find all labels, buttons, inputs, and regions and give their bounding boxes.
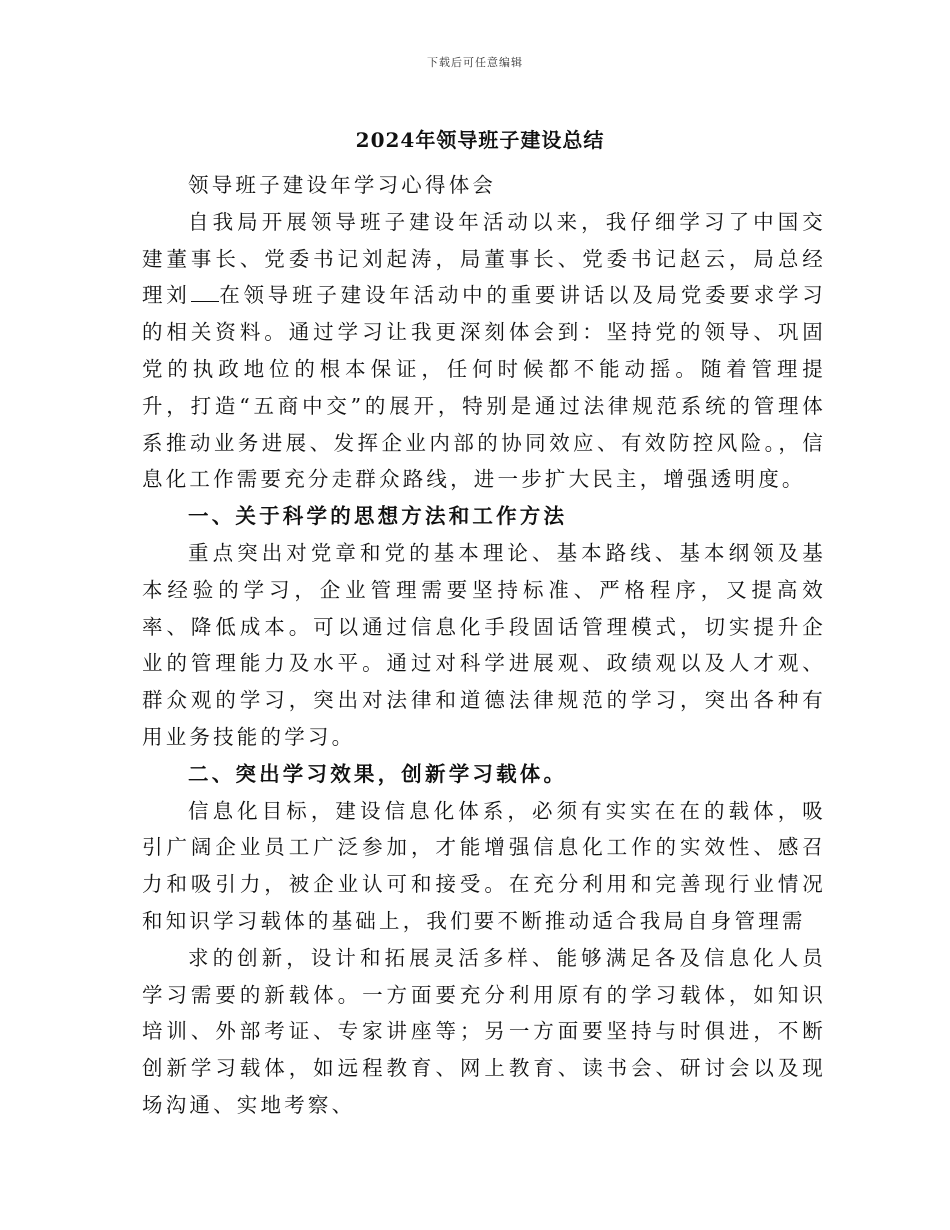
paragraph-intro-part1: 自我局开展领导班子建设年活动以来，我仔细学习了中国交建董事长、党委书记刘起涛，局董事长、党委书记赵云，局总经理刘 — [142, 209, 826, 308]
paragraph-intro-part2: 在领导班子建设年活动中的重要讲话以及局党委要求学习的相关资料。通过学习让我更深刻体会到：坚持党的领导、巩固党的执政地位的根本保证，任何时候都不能动摇。随着管理提升，打造“五商中交”的展开，特别是通过法律规范系统的管理体系推动业务进展、发挥企业内部的协同效应、有效防控风险。，信息化工作需要充分走群众路线，进一步扩大民主，增强透明度。 — [142, 283, 826, 492]
paragraph-intro — [142, 204, 826, 498]
page-title: 2024年领导班子建设总结 — [355, 128, 605, 152]
section-1-paragraph: 重点突出对党章和党的基本理论、基本路线、基本纲领及基本经验的学习，企业管理需要坚持标准、严格程序，又提高效率、降低成本。可以通过信息化手段固话管理模式，切实提升企业的管理能力及水平。通过对科学进展观、政绩观以及人才观、群众观的学习，突出对法律和道德法律规范的学习，突出各种有用业务技能的学习。 — [142, 540, 826, 749]
section-2-paragraph-2: 求的创新，设计和拓展灵活多样、能够满足各及信息化人员学习需要的新载体。一方面要充分利用原有的学习载体，如知识培训、外部考证、专家讲座等；另一方面要坚持与时俱进，不断创新学习载体，如远程教育、网上教育、读书会、研讨会以及现场沟通、实地考察、 — [142, 945, 826, 1117]
section-2-paragraph-1: 信息化目标，建设信息化体系，必须有实实在在的载体，吸引广阔企业员工广泛参加，才能增强信息化工作的实效性、感召力和吸引力，被企业认可和接受。在充分利用和完善现行业情况和知识学习载体的基础上，我们要不断推动适合我局自身管理需 — [142, 798, 826, 933]
document-body — [142, 167, 826, 1124]
header-note: 下载后可任意编辑 — [427, 56, 523, 69]
section-heading-2: 二、突出学习效果，创新学习载体。 — [188, 761, 568, 786]
document-subtitle: 领导班子建设年学习心得体会 — [188, 173, 497, 197]
section-heading-1: 一、关于科学的思想方法和工作方法 — [188, 504, 568, 529]
blank-underline — [191, 283, 219, 302]
